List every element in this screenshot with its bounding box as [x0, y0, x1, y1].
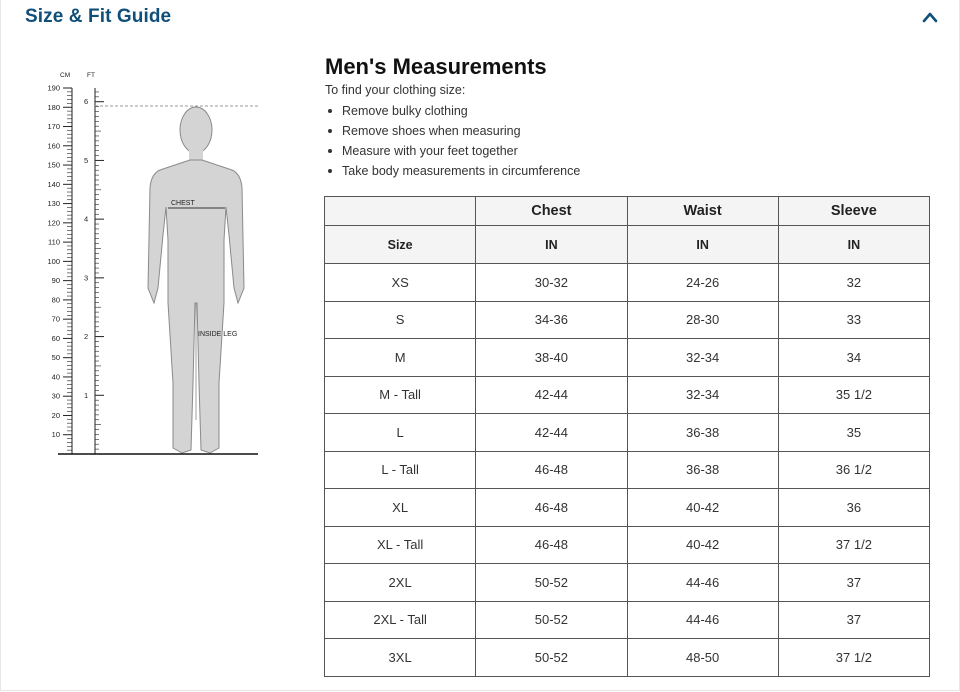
- waist-cell: 40-42: [627, 526, 778, 564]
- table-row: [325, 451, 930, 489]
- tip-item: Remove bulky clothing: [325, 101, 580, 121]
- size-cell: M: [325, 339, 476, 377]
- cm-tick-label: 60: [51, 333, 60, 343]
- tip-item: Remove shoes when measuring: [325, 121, 580, 141]
- cm-tick-label: 120: [47, 218, 60, 228]
- table-row: [325, 414, 930, 452]
- tip-item: Measure with your feet together: [325, 141, 580, 161]
- ft-tick-label: 3: [84, 273, 89, 283]
- section-title: Size & Fit Guide: [25, 6, 172, 27]
- measurements-title: Men's Measurements: [325, 54, 547, 79]
- ft-tick-label: 1: [84, 390, 89, 400]
- sleeve-cell: 37 1/2: [778, 526, 929, 564]
- chest-cell: 50-52: [476, 639, 627, 677]
- subheader-cell-size: Size: [325, 226, 476, 264]
- table-row: [325, 339, 930, 377]
- waist-cell: 44-46: [627, 564, 778, 602]
- sleeve-cell: 35 1/2: [778, 376, 929, 414]
- body-measurement-figure: [40, 60, 280, 470]
- size-cell: XS: [325, 264, 476, 302]
- cm-tick-label: 40: [51, 372, 60, 382]
- sleeve-cell: 36: [778, 489, 929, 527]
- ft-tick-label: 4: [84, 214, 89, 224]
- subheader-cell-unit: IN: [778, 226, 929, 264]
- table-row: [325, 376, 930, 414]
- sleeve-cell: 32: [778, 264, 929, 302]
- waist-cell: 32-34: [627, 376, 778, 414]
- cm-tick-label: 110: [48, 237, 60, 247]
- measurement-tips-list: [325, 101, 580, 181]
- sleeve-cell: 33: [778, 301, 929, 339]
- table-subheader-row: [325, 226, 930, 264]
- waist-cell: 24-26: [627, 264, 778, 302]
- chest-cell: 50-52: [476, 601, 627, 639]
- chest-cell: 46-48: [476, 451, 627, 489]
- body-silhouette: [148, 107, 244, 453]
- sleeve-cell: 37: [778, 601, 929, 639]
- cm-tick-label: 150: [47, 160, 60, 170]
- cm-tick-label: 80: [51, 295, 60, 305]
- subheader-cell-unit: IN: [627, 226, 778, 264]
- size-cell: XL - Tall: [325, 526, 476, 564]
- cm-tick-label: 180: [47, 102, 60, 112]
- size-cell: 2XL - Tall: [325, 601, 476, 639]
- cm-tick-label: 170: [47, 122, 60, 132]
- size-cell: M - Tall: [325, 376, 476, 414]
- ft-tick-label: 5: [84, 155, 89, 165]
- size-cell: 2XL: [325, 564, 476, 602]
- waist-cell: 36-38: [627, 414, 778, 452]
- height-ruler: [47, 84, 104, 455]
- ft-tick-label: 6: [84, 97, 89, 107]
- tip-item: Take body measurements in circumference: [325, 161, 580, 181]
- cm-tick-label: 70: [51, 314, 60, 324]
- table-row: [325, 301, 930, 339]
- cm-tick-label: 130: [47, 199, 60, 209]
- size-chart-table: [324, 196, 930, 677]
- size-cell: S: [325, 301, 476, 339]
- waist-cell: 36-38: [627, 451, 778, 489]
- ft-unit-label: FT: [87, 72, 95, 79]
- waist-cell: 48-50: [627, 639, 778, 677]
- sleeve-cell: 36 1/2: [778, 451, 929, 489]
- table-row: [325, 564, 930, 602]
- chest-cell: 46-48: [476, 526, 627, 564]
- sleeve-cell: 34: [778, 339, 929, 377]
- table-row: [325, 489, 930, 527]
- header-cell: [325, 197, 476, 226]
- table-row: [325, 264, 930, 302]
- header-cell-chest: Chest: [476, 197, 627, 226]
- ft-tick-label: 2: [84, 332, 89, 342]
- waist-cell: 44-46: [627, 601, 778, 639]
- size-cell: L - Tall: [325, 451, 476, 489]
- table-row: [325, 526, 930, 564]
- cm-tick-label: 50: [51, 353, 60, 363]
- table-header-row: [325, 197, 930, 226]
- size-cell: XL: [325, 489, 476, 527]
- measurements-intro: To find your clothing size:: [325, 83, 466, 97]
- waist-cell: 32-34: [627, 339, 778, 377]
- cm-tick-label: 30: [51, 391, 60, 401]
- size-cell: L: [325, 414, 476, 452]
- chevron-up-icon[interactable]: [921, 10, 939, 24]
- cm-unit-label: CM: [60, 72, 71, 79]
- sleeve-cell: 37 1/2: [778, 639, 929, 677]
- cm-tick-label: 190: [47, 83, 60, 93]
- subheader-cell-unit: IN: [476, 226, 627, 264]
- cm-tick-label: 90: [51, 276, 60, 286]
- accordion-header[interactable]: [0, 0, 960, 38]
- waist-cell: 40-42: [627, 489, 778, 527]
- chest-cell: 46-48: [476, 489, 627, 527]
- chest-cell: 34-36: [476, 301, 627, 339]
- cm-tick-label: 100: [47, 256, 60, 266]
- sleeve-cell: 35: [778, 414, 929, 452]
- chest-label: CHEST: [171, 200, 195, 207]
- table-body: [325, 264, 930, 677]
- header-cell-waist: Waist: [627, 197, 778, 226]
- waist-cell: 28-30: [627, 301, 778, 339]
- cm-tick-label: 10: [51, 430, 60, 440]
- cm-tick-label: 140: [47, 179, 60, 189]
- chest-cell: 42-44: [476, 414, 627, 452]
- header-cell-sleeve: Sleeve: [778, 197, 929, 226]
- inside-leg-label: INSIDE LEG: [198, 331, 238, 338]
- cm-tick-label: 20: [51, 410, 60, 420]
- table-row: [325, 601, 930, 639]
- chest-cell: 42-44: [476, 376, 627, 414]
- table-row: [325, 639, 930, 677]
- chest-cell: 38-40: [476, 339, 627, 377]
- sleeve-cell: 37: [778, 564, 929, 602]
- chest-cell: 50-52: [476, 564, 627, 602]
- cm-tick-label: 160: [47, 141, 60, 151]
- chest-cell: 30-32: [476, 264, 627, 302]
- size-cell: 3XL: [325, 639, 476, 677]
